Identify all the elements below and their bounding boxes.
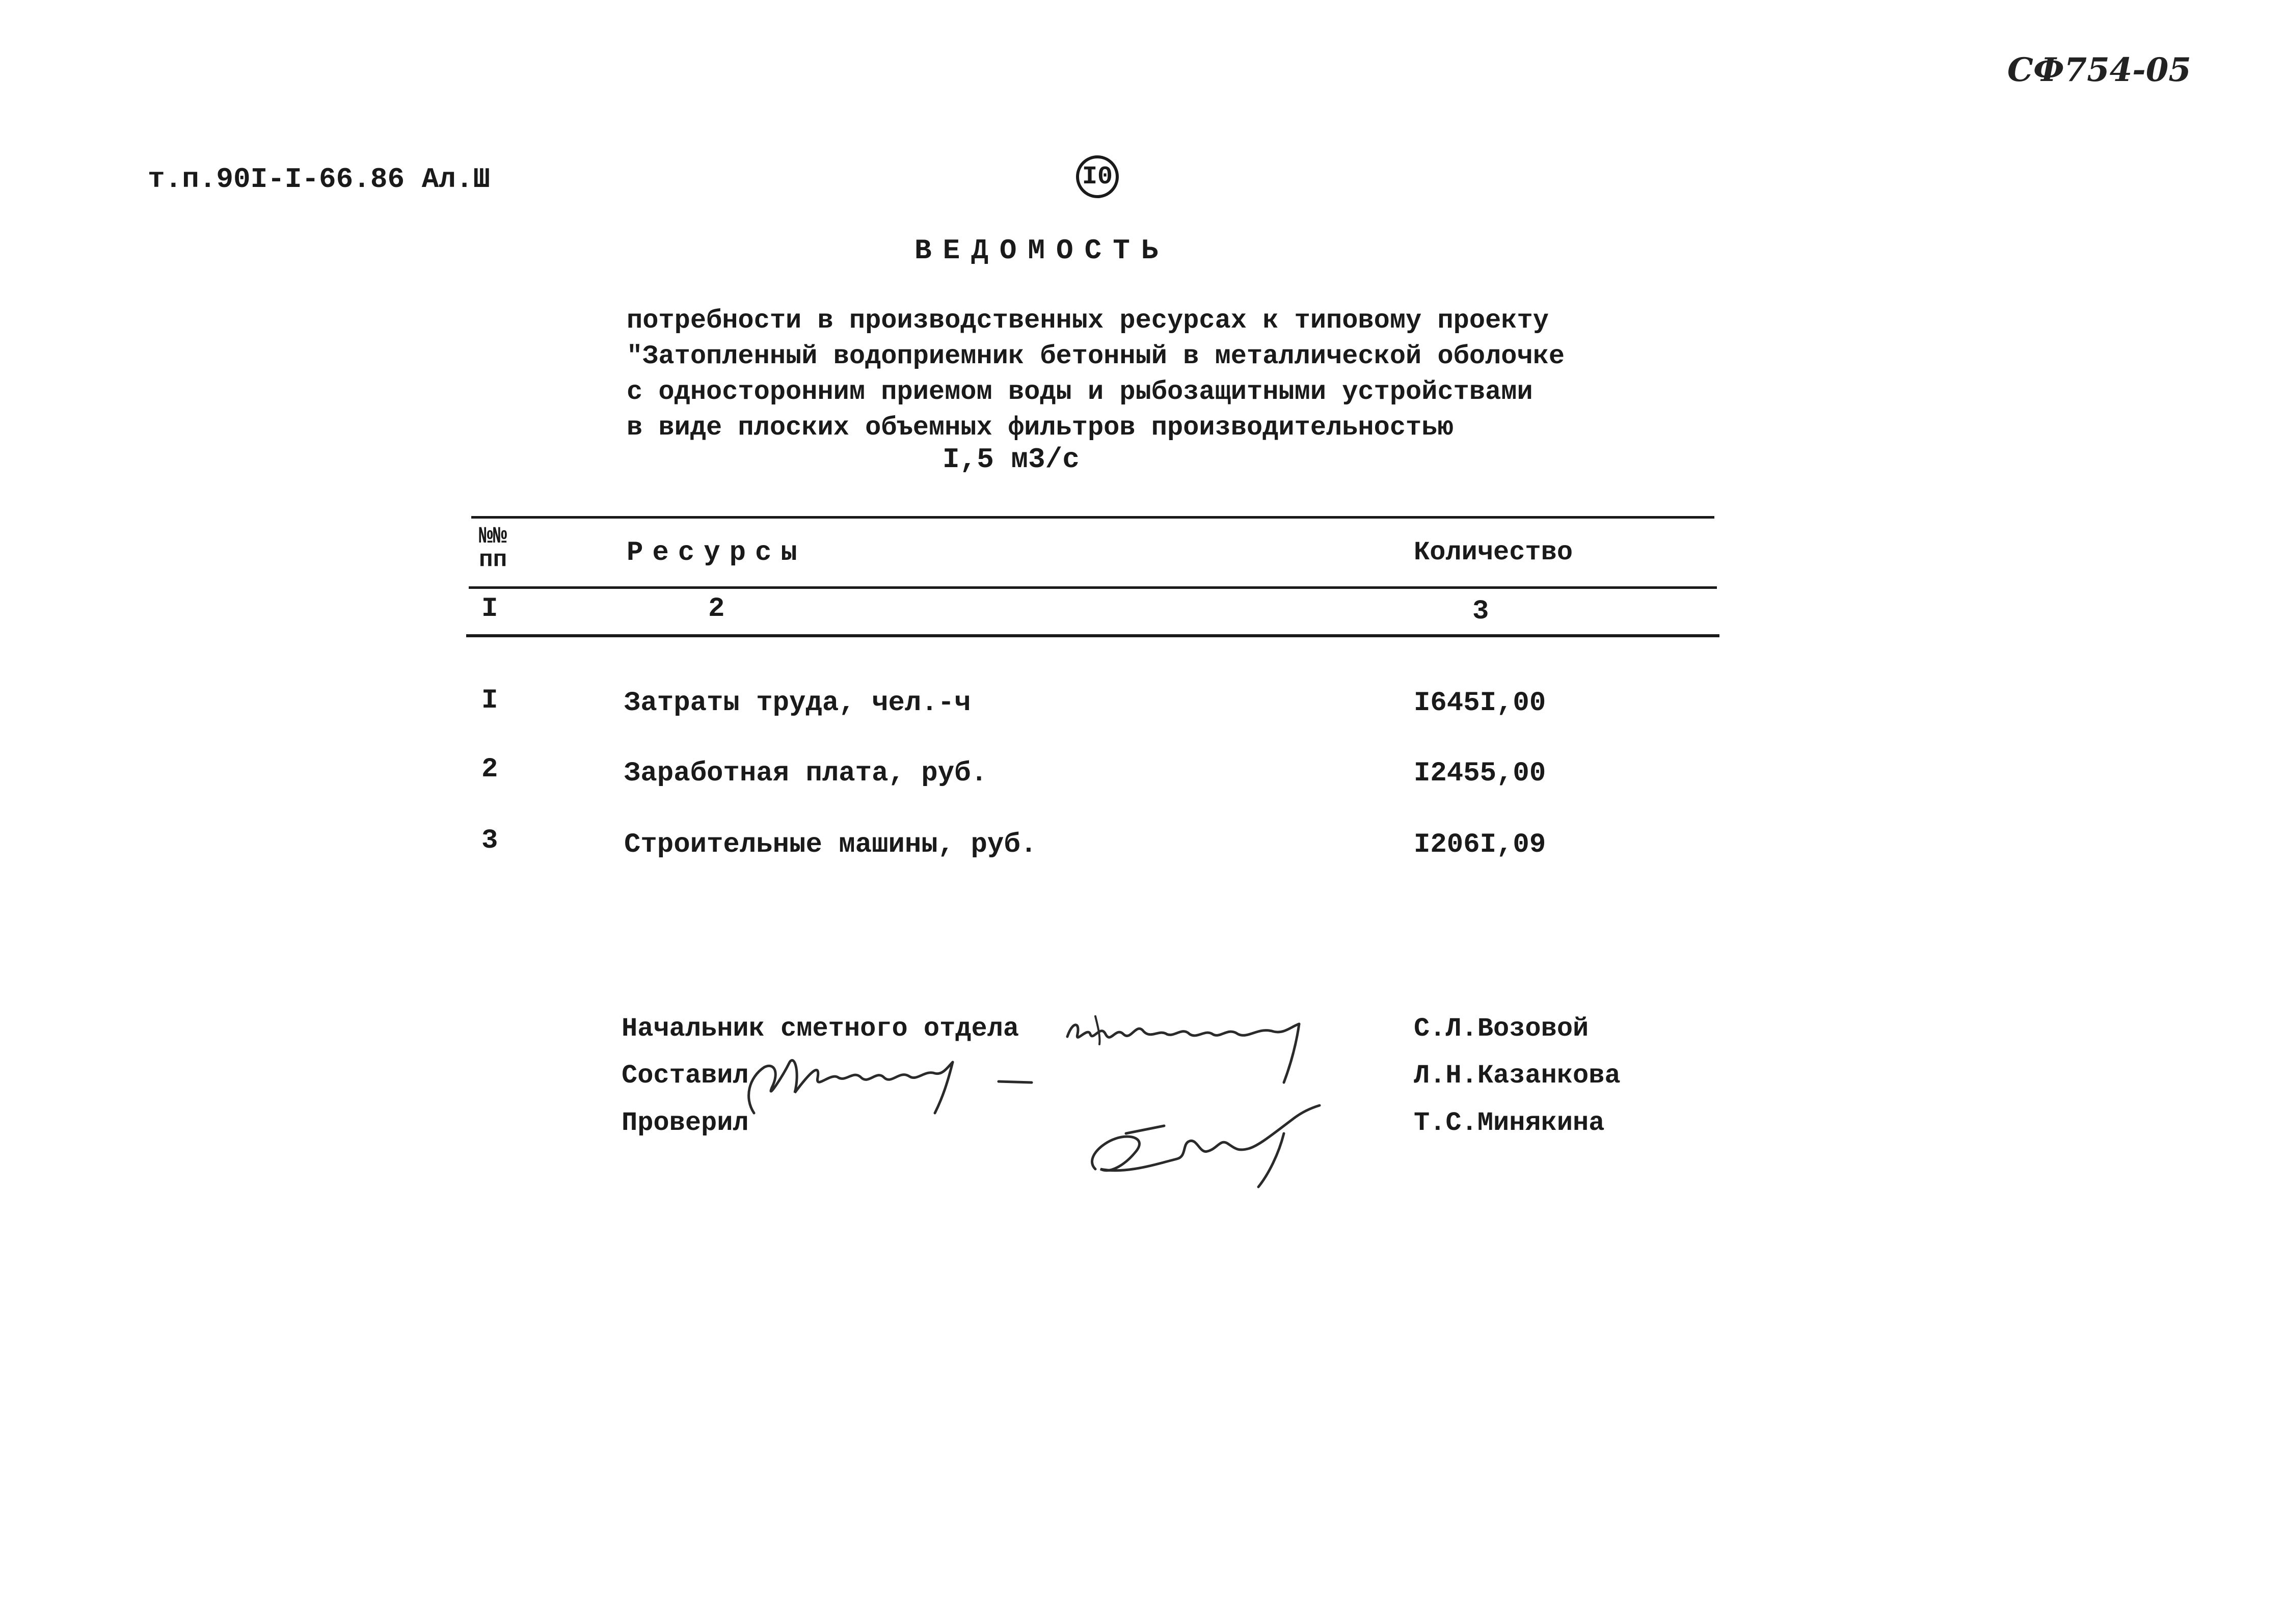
archive-stamp-code: СФ754-05 bbox=[2007, 51, 2191, 89]
page-number-badge bbox=[1076, 155, 1119, 198]
row-number: 2 bbox=[481, 754, 498, 785]
row-quantity: I206I,09 bbox=[1414, 829, 1546, 860]
handwritten-signature-composed bbox=[734, 1042, 1034, 1123]
subtitle-line: "Затопленный водоприемник бетонный в металлической оболочке bbox=[627, 341, 1565, 371]
page-number: I0 bbox=[1082, 162, 1113, 192]
signature-name-chief: С.Л.Возовой bbox=[1414, 1014, 1589, 1044]
document-subtitle bbox=[627, 303, 1565, 446]
signature-role-composed: Составил bbox=[622, 1061, 749, 1091]
project-capacity: I,5 м3/с bbox=[943, 443, 1080, 476]
column-number-2: 2 bbox=[708, 593, 725, 625]
document-title: ВЕДОМОСТЬ bbox=[914, 234, 1170, 267]
handwritten-signature-checked bbox=[1080, 1103, 1345, 1189]
table-header-resources: Ресурсы bbox=[627, 537, 806, 569]
row-number: 3 bbox=[481, 825, 498, 856]
column-number-1: I bbox=[481, 593, 498, 625]
handwritten-signature-chief bbox=[1060, 1006, 1314, 1093]
row-resource: Строительные машины, руб. bbox=[624, 829, 1037, 860]
table-header-quantity: Количество bbox=[1414, 537, 1573, 567]
signature-name-checked: Т.С.Минякина bbox=[1414, 1108, 1605, 1138]
row-quantity: I645I,00 bbox=[1414, 688, 1546, 719]
document-code: т.п.90I-I-66.86 Ал.Ш bbox=[148, 163, 491, 196]
row-resource: Затраты труда, чел.-ч bbox=[624, 688, 971, 719]
table-header-number bbox=[479, 525, 507, 572]
header-number-line1: №№ bbox=[479, 523, 507, 550]
row-number: I bbox=[481, 685, 498, 716]
table-column-numbers-rule bbox=[466, 634, 1719, 637]
subtitle-line: в виде плоских объемных фильтров производительностью bbox=[627, 413, 1454, 443]
signature-name-composed: Л.Н.Казанкова bbox=[1414, 1061, 1621, 1091]
signature-role-chief: Начальник сметного отдела bbox=[622, 1014, 1019, 1044]
table-top-rule bbox=[471, 516, 1714, 519]
row-resource: Заработная плата, руб. bbox=[624, 758, 987, 789]
row-quantity: I2455,00 bbox=[1414, 758, 1546, 789]
table-header-rule bbox=[469, 586, 1717, 589]
column-number-3: 3 bbox=[1472, 596, 1489, 627]
subtitle-line: с односторонним приемом воды и рыбозащитными устройствами bbox=[627, 377, 1533, 407]
header-number-line2: пп bbox=[479, 547, 507, 573]
signature-role-checked: Проверил bbox=[622, 1108, 749, 1138]
subtitle-line: потребности в производственных ресурсах к типовому проекту bbox=[627, 306, 1549, 336]
